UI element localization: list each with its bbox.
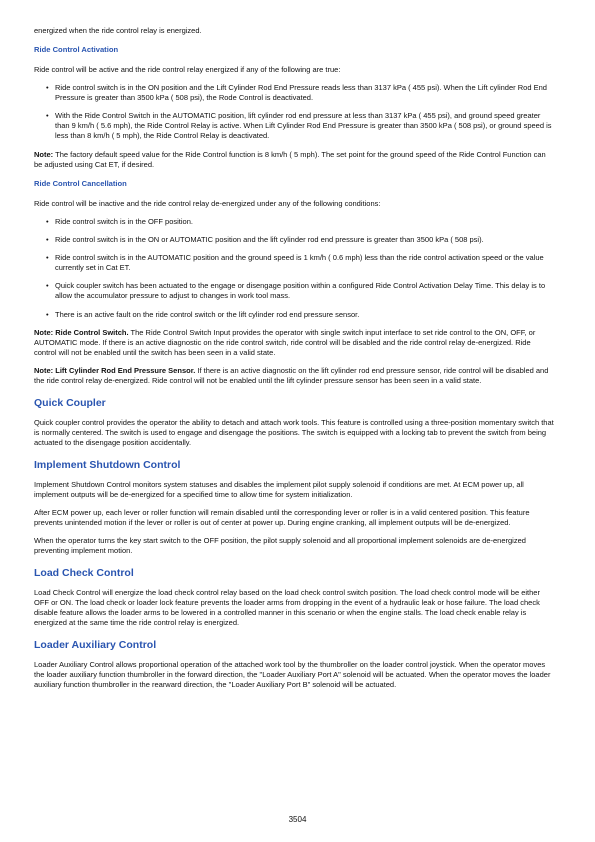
bullet-icon: • — [46, 111, 49, 121]
load-check-paragraph: Load Check Control will energize the load check control relay based on the load check control switch position. The load check control mode will be either OFF or ON. The load check or loader lock feature prevents the loader arms from dropping in the event of a hydraulic leak or hose failure. The load check disable feature allows the loader arms to be lowered in a controlled manner in this scenario or when the engine stalls. The load check enable relay is energized at the same time the ride control relay is energized. — [34, 588, 540, 628]
page-content — [34, 26, 554, 698]
implement-shutdown-paragraph-2: After ECM power up, each lever or roller function will remain disabled until the corresponding lever or roller is in a valid centered position. This feature prevents unintended motion if the lever or roller is out of center at power up. During engine cranking, all implement outputs will be de-energized. — [34, 508, 530, 528]
page-number: 3504 — [288, 815, 307, 824]
quick-coupler-paragraph: Quick coupler control provides the operator the ability to detach and attach work tools. This feature is controlled using a three-position momentary switch that is normally centered. The switch is used to engage and disengage the positions. The switch is equipped with a locking tab to prevent the switch from being actuated to the disengage position accidentally. — [34, 417, 554, 447]
activation-list — [34, 83, 554, 141]
bullet-icon: • — [46, 216, 49, 226]
list-item: • Quick coupler switch has been actuated to the engage or disengage position within a configured Ride Control Activation Delay Time. This delay is to allow the accumulator pressure to adjust to changes in work tool mass. — [46, 281, 546, 301]
pressure-sensor-note: Note: Lift Cylinder Rod End Pressure Sensor. If there is an active diagnostic on the lift cylinder rod end pressure sensor, ride control will be disabled and the ride control relay de-energized. Ride control will not be enabled until the lift cylinder pressure sensor has been seen in a valid state. — [34, 365, 549, 385]
ride-control-cancellation-heading: Ride Control Cancellation — [34, 178, 127, 188]
list-item: • With the Ride Control Switch in the AUTOMATIC position, lift cylinder rod end pressure at less than 3137 kPa ( 455 psi), and ground speed greater than 9 km/h ( 5.6 mph), the Ride Control Relay is active. When Lift Cylinder Rod End Pressure is greater than 3500 kPa ( 508 psi), or ground speed is less than 8 km/h ( 5 mph), the Ride Control Relay is deactivated. — [46, 111, 552, 141]
list-item: • Ride control switch is in the OFF position. — [46, 216, 193, 226]
ride-control-activation-heading: Ride Control Activation — [34, 45, 119, 54]
bullet-icon: • — [46, 253, 49, 263]
list-item: • There is an active fault on the ride control switch or the lift cylinder rod end pressure sensor. — [46, 309, 360, 319]
bullet-icon: • — [46, 83, 49, 93]
list-item: • Ride control switch is in the AUTOMATIC position and the ground speed is 1 km/h ( 0.6 mph) less than the ride control activation speed or the value currently set in Cat ET. — [46, 253, 544, 273]
ride-control-switch-note: Note: Ride Control Switch. The Ride Control Switch Input provides the operator with single switch input interface to set ride control to the ON, OFF, or AUTOMATIC mode. If there is an active diagnostic on the ride control switch, ride control will be disabled and the ride control relay de-energized. Ride control will not be enabled until the switch has been seen in a valid state. — [34, 327, 536, 357]
load-check-heading: Load Check Control — [34, 567, 134, 580]
list-item: • Ride control switch is in the ON or AUTOMATIC position and the lift cylinder rod end pressure is greater than 3500 kPa ( 508 psi). — [46, 234, 484, 244]
list-item: • Ride control switch is in the ON position and the Lift Cylinder Rod End Pressure reads less than 3137 kPa ( 455 psi). When the Lift cylinder Rod End Pressure is greater than 3500 kPa ( 508 psi), the Rode Control is deactivated. — [46, 83, 547, 103]
implement-shutdown-paragraph-3: When the operator turns the key start switch to the OFF position, the pilot supply solenoid and all proportional implement solenoids are de-energized preventing implement motion. — [34, 536, 526, 556]
implement-shutdown-heading: Implement Shutdown Control — [34, 458, 181, 471]
bullet-icon: • — [46, 281, 49, 291]
cancellation-list — [34, 217, 554, 320]
intro-line: energized when the ride control relay is energized. — [34, 26, 202, 35]
activation-note: Note: The factory default speed value for the Ride Control function is 8 km/h ( 5 mph). The set point for the ground speed of the Ride Control Function can be adjusted using Cat ET, if desired. — [34, 149, 546, 169]
loader-auxiliary-heading: Loader Auxiliary Control — [34, 639, 157, 652]
cancellation-intro: Ride control will be inactive and the ride control relay de-energized under any of the following conditions: — [34, 198, 381, 208]
implement-shutdown-paragraph-1: Implement Shutdown Control monitors system statuses and disables the implement pilot supply solenoid if conditions are met. At ECM power up, all implement outputs will be de-energized for a specified time to allow time for system initialization. — [34, 479, 524, 499]
activation-intro: Ride control will be active and the ride control relay energized if any of the following are true: — [34, 65, 341, 74]
loader-auxiliary-paragraph: Loader Auxiliary Control allows proportional operation of the attached work tool by the thumbroller on the loader control joystick. When the operator moves the loader auxiliary function thumbroller in the forward direction, the "Loader Auxiliary Port A" solenoid will be actuated. When the operator moves the loader auxiliary function thumbroller in the rearward direction, the "Loader Auxiliary Port B" solenoid will be actuated. — [34, 660, 551, 690]
bullet-icon: • — [46, 234, 49, 244]
bullet-icon: • — [46, 309, 49, 319]
quick-coupler-heading: Quick Coupler — [34, 396, 106, 409]
